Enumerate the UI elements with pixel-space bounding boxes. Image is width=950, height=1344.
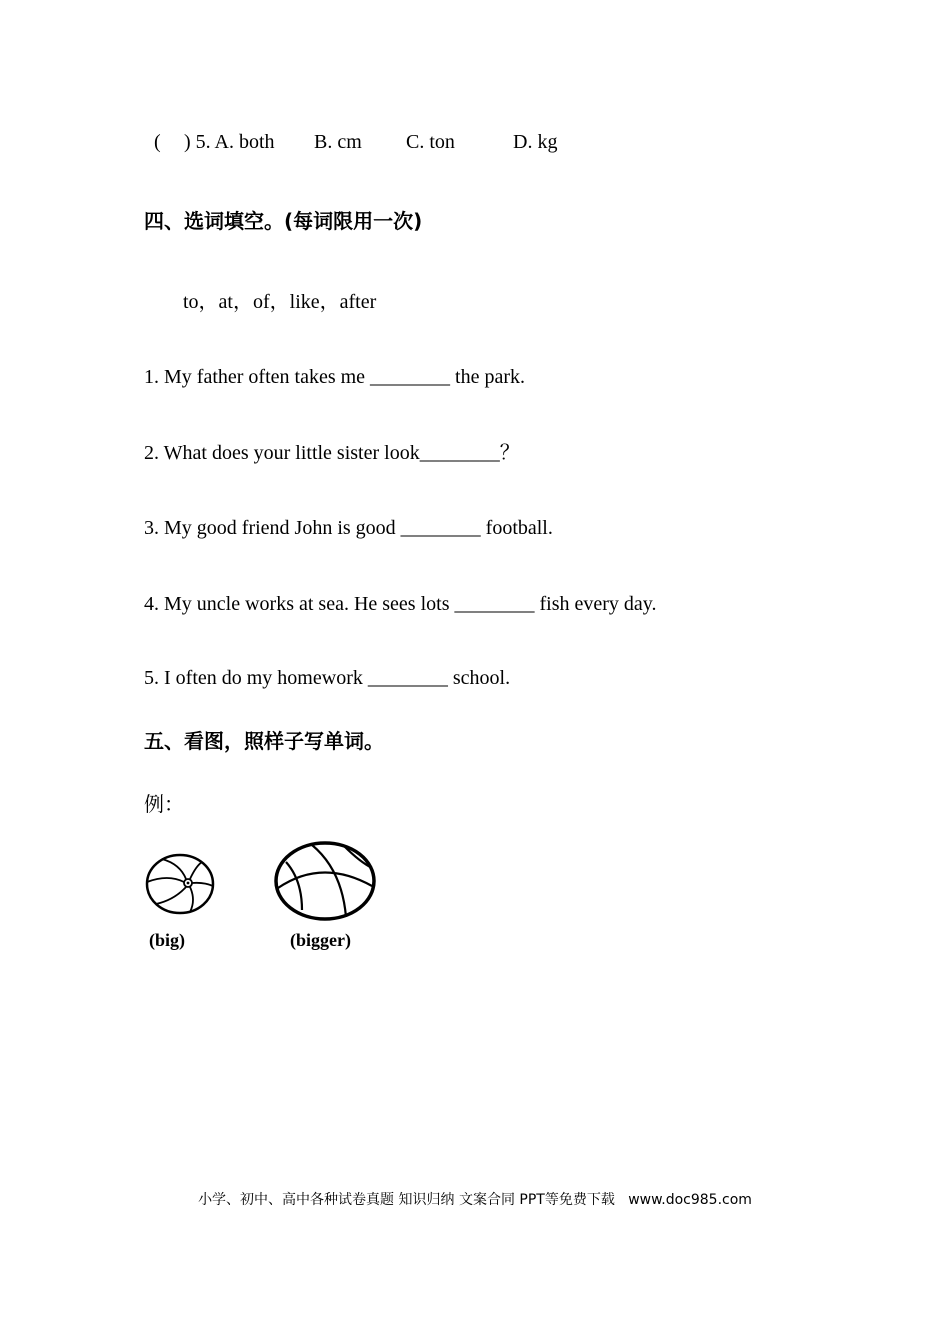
big-ball-caption: (bigger) (290, 930, 351, 950)
fill-blank-item-2: 2. What does your little sister look________？ (144, 442, 520, 464)
answer-paren-open: ( (154, 131, 161, 153)
fill-blank-item-3: 3. My good friend John is good ________ football. (144, 517, 553, 539)
question-5-option-b: B. cm (314, 131, 362, 153)
question-5-option-c: C. ton (406, 131, 455, 153)
small-ball-caption: (big) (149, 930, 185, 950)
fill-blank-item-4: 4. My uncle works at sea. He sees lots ________ fish every day. (144, 593, 657, 615)
section-5-heading: 五、看图，照样子写单词。 (144, 729, 384, 753)
fill-blank-item-5: 5. I often do my homework ________ school. (144, 667, 511, 689)
page-footer: 小学、初中、高中各种试卷真题 知识归纳 文案合同 PPT等免费下载 www.doc985.com (198, 1192, 752, 1208)
word-bank: to，at，of，like，after (183, 291, 377, 313)
question-5-option-a: ) 5. A. both (184, 131, 275, 153)
small-ball-icon (144, 852, 216, 918)
fill-blank-item-1: 1. My father often takes me ________ the park. (144, 366, 526, 388)
example-label: 例： (144, 792, 184, 816)
big-ball-icon (272, 840, 378, 922)
section-4-heading: 四、选词填空。(每词限用一次) (144, 209, 423, 233)
question-5-option-d: D. kg (513, 131, 558, 153)
